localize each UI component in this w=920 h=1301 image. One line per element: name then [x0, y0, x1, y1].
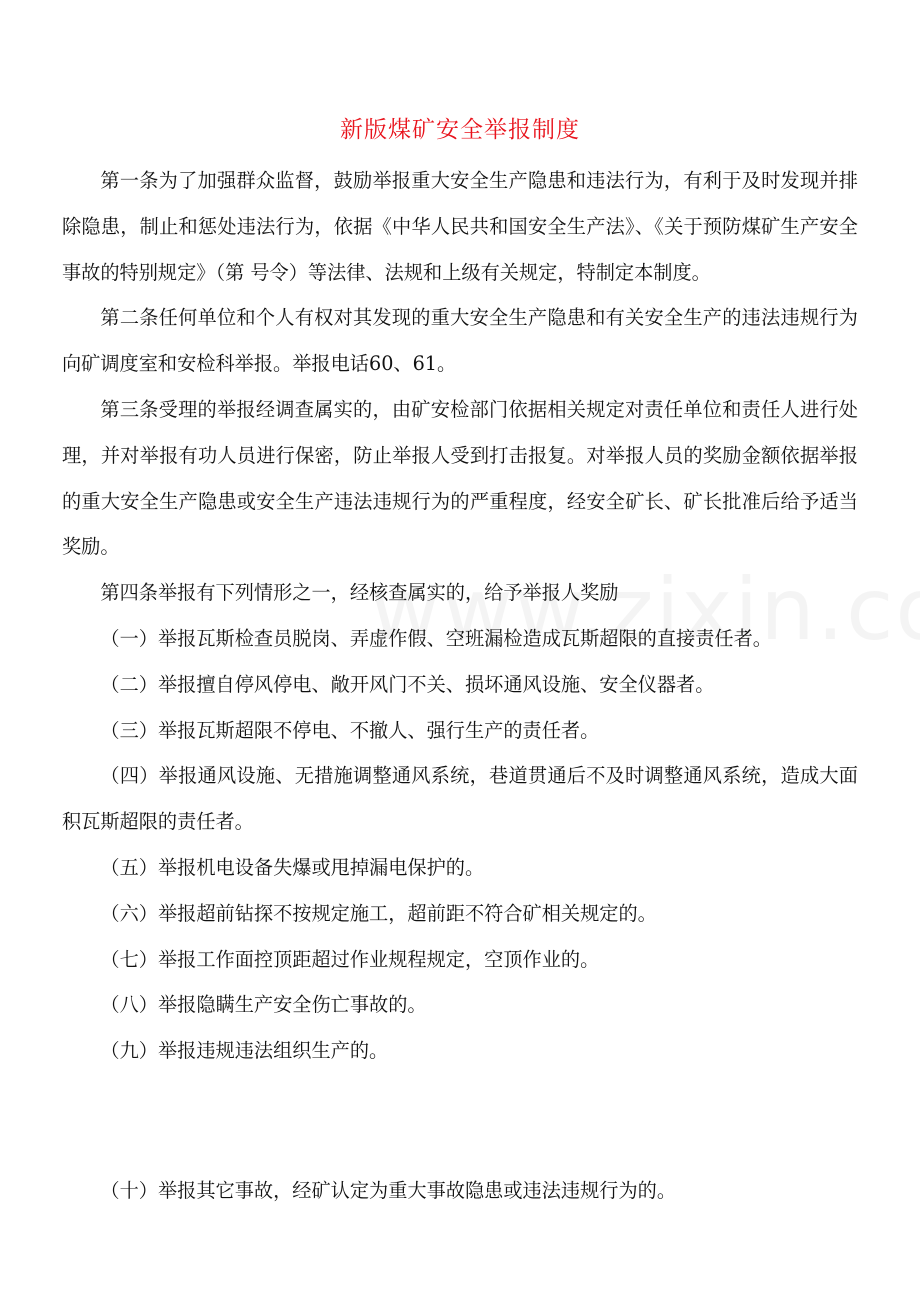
list-item-6: （六）举报超前钻探不按规定施工，超前距不符合矿相关规定的。 [100, 901, 657, 925]
document-title: 新版煤矿安全举报制度 [340, 117, 580, 143]
article-1-paragraph: 第一条为了加强群众监督，鼓励举报重大安全生产隐患和违法行为，有利于及时发现并排除隐患，制止和惩处违法行为，依据《中华人民共和国安全生产法》、《关于预防煤矿生产安全事故的特别规定》（第 号令）等法律、法规和上级有关规定，特制定本制度。 [62, 169, 858, 284]
list-item-3: （三）举报瓦斯超限不停电、不撤人、强行生产的责任者。 [100, 718, 600, 742]
list-item-5: （五）举报机电设备失爆或甩掉漏电保护的。 [100, 855, 485, 879]
list-item-7: （七）举报工作面控顶距超过作业规程规定，空顶作业的。 [100, 947, 600, 971]
list-item-10: （十）举报其它事故，经矿认定为重大事故隐患或违法违规行为的。 [100, 1178, 677, 1202]
blank-gap [62, 1074, 858, 1168]
list-item-1: （一）举报瓦斯检查员脱岗、弄虚作假、空班漏检造成瓦斯超限的直接责任者。 [100, 626, 772, 650]
list-item-9: （九）举报违规违法组织生产的。 [100, 1039, 389, 1063]
list-item-2: （二）举报擅自停风停电、敞开风门不关、损坏通风设施、安全仪器者。 [100, 672, 715, 696]
article-4-paragraph: 第四条举报有下列情形之一，经核查属实的，给予举报人奖励 [100, 581, 619, 605]
list-item-8: （八）举报隐瞒生产安全伤亡事故的。 [100, 993, 427, 1017]
article-3-paragraph: 第三条受理的举报经调查属实的，由矿安检部门依据相关规定对责任单位和责任人进行处理，并对举报有功人员进行保密，防止举报人受到打击报复。对举报人员的奖励金额依据举报的重大安全生产隐患或安全生产违法违规行为的严重程度，经安全矿长、矿长批准后给予适当奖励。 [62, 397, 858, 559]
list-item-4: （四）举报通风设施、无措施调整通风系统，巷道贯通后不及时调整通风系统，造成大面积瓦斯超限的责任者。 [62, 764, 858, 834]
document-body [62, 158, 858, 1214]
article-2-paragraph: 第二条任何单位和个人有权对其发现的重大安全生产隐患和有关安全生产的违法违规行为向矿调度室和安检科举报。举报电话60、61。 [62, 306, 858, 376]
